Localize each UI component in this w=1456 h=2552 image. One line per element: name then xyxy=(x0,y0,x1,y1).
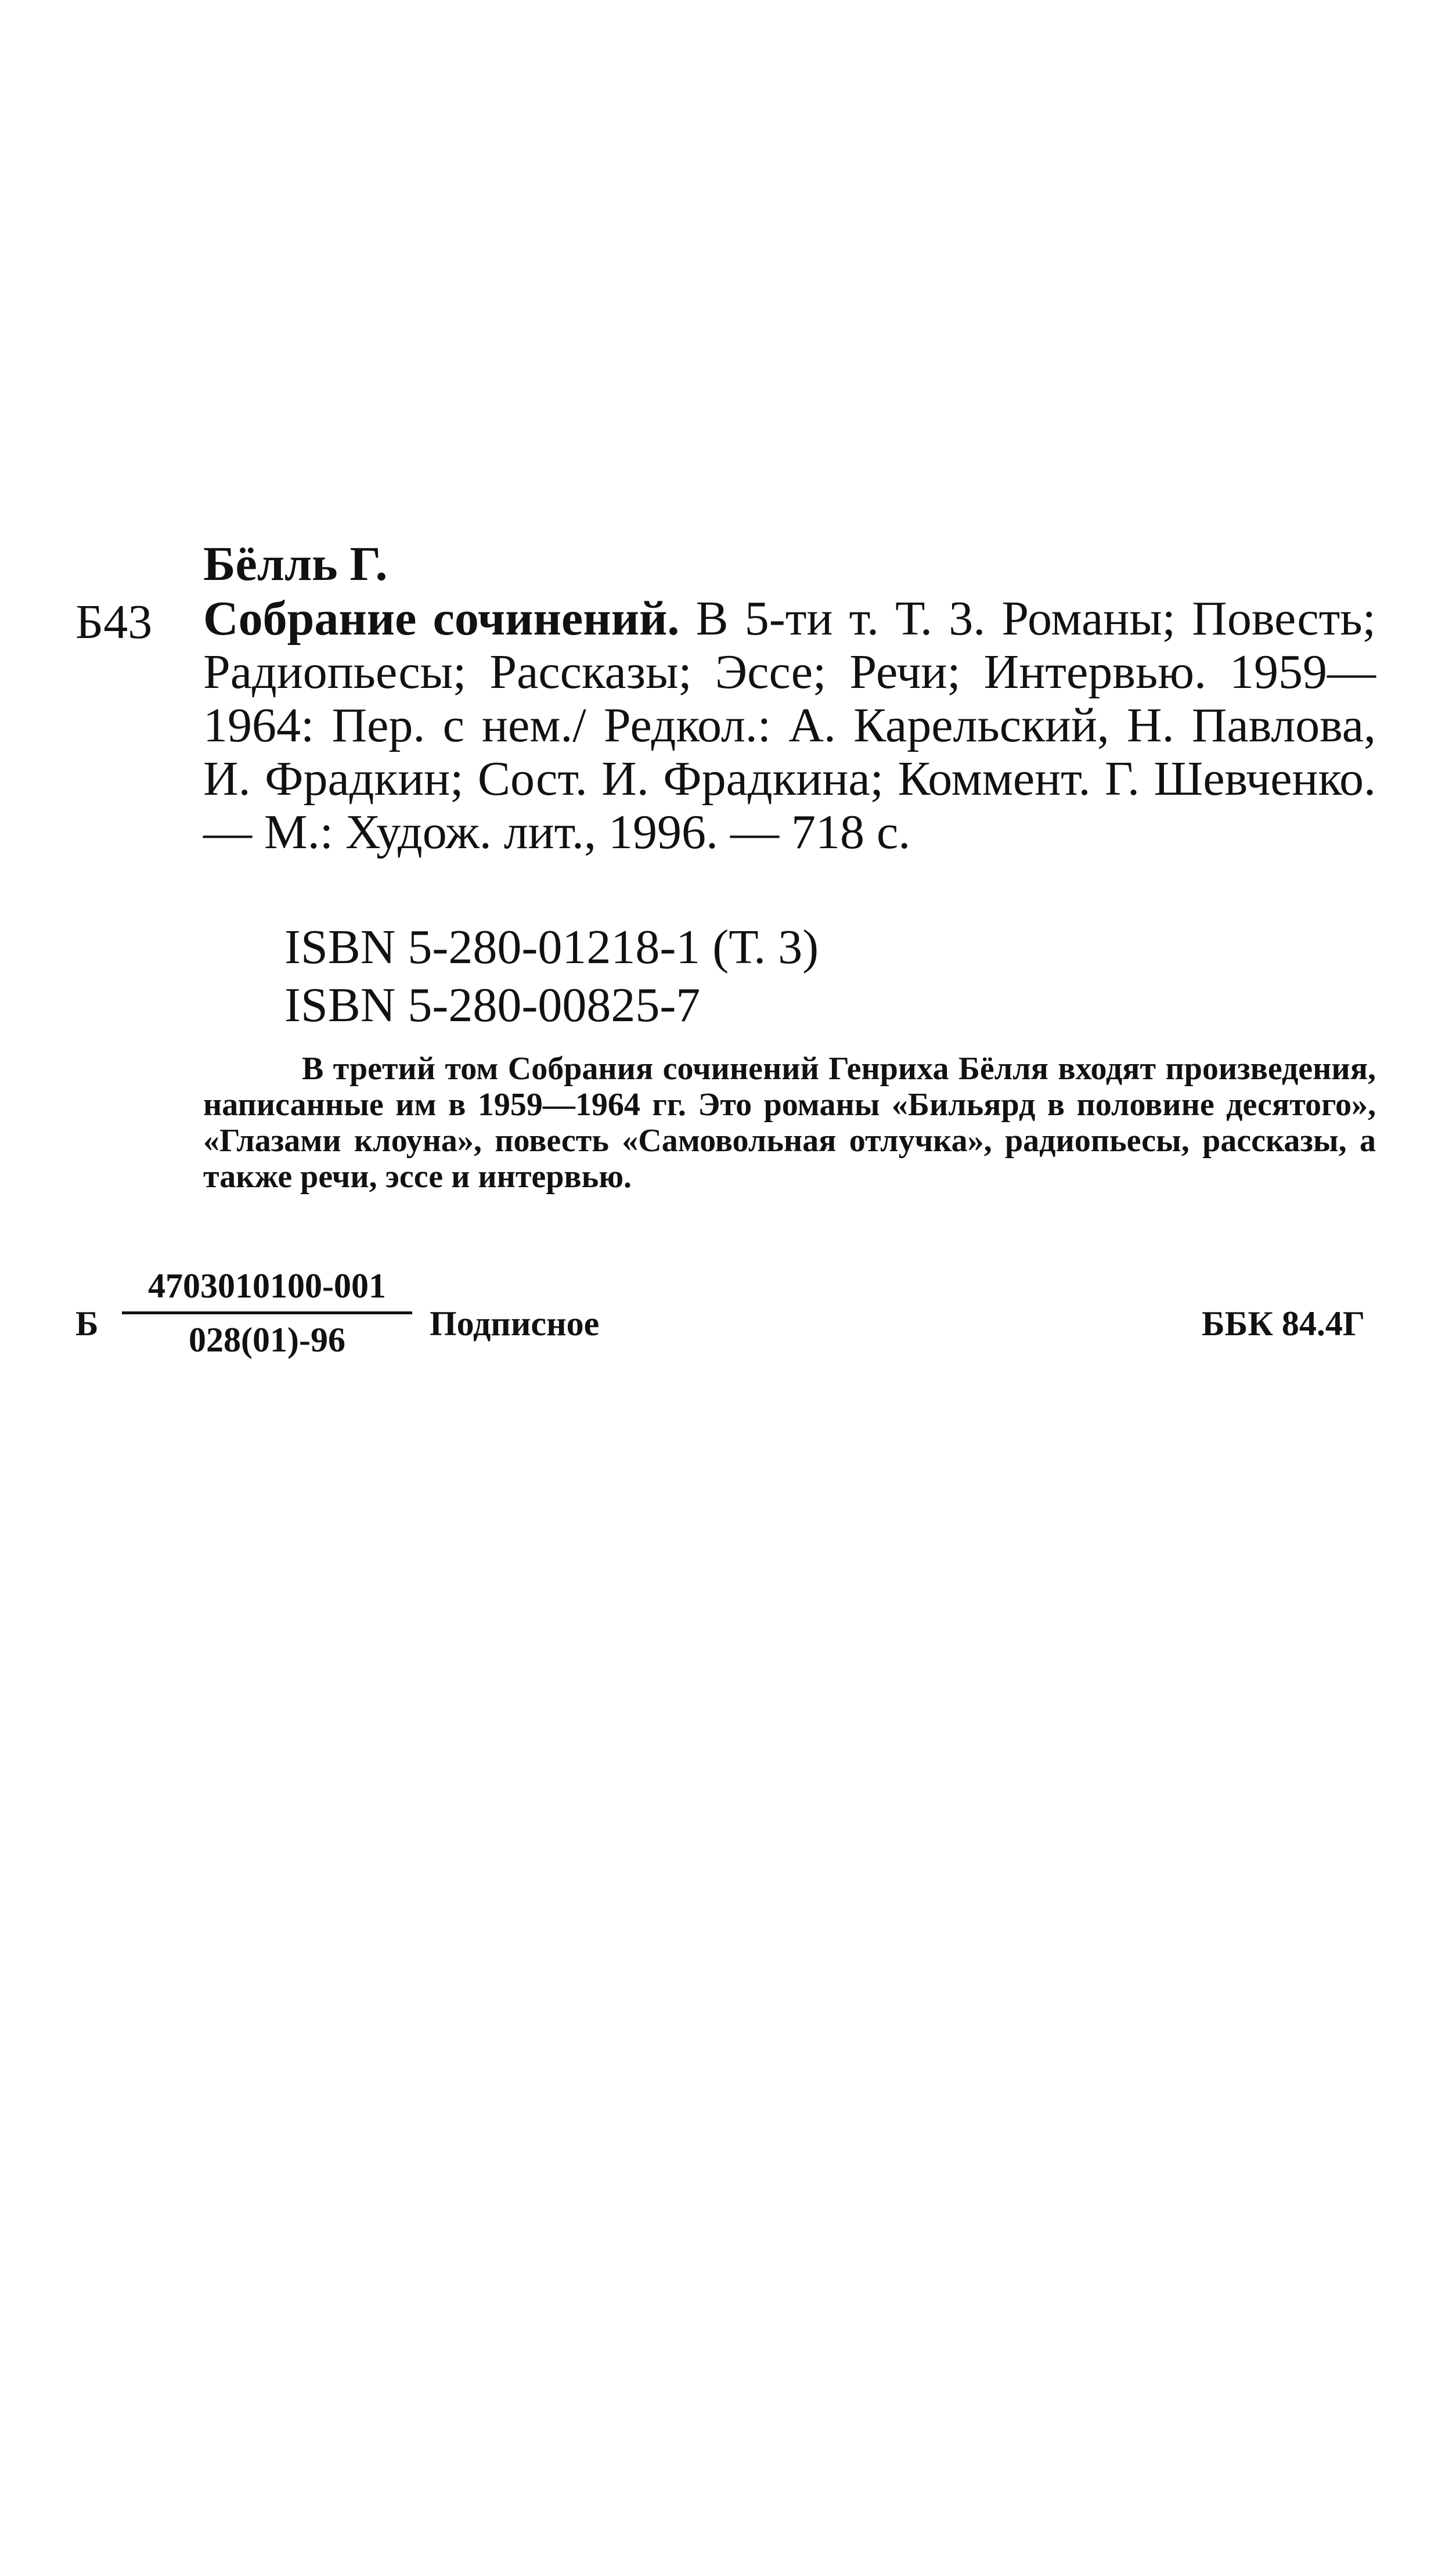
book-title: Собрание сочинений. xyxy=(203,592,680,646)
fraction-denominator: 028(01)-96 xyxy=(189,1321,345,1359)
bibliographic-description xyxy=(203,592,1376,859)
index-fraction xyxy=(122,1268,412,1357)
library-code: Б43 xyxy=(75,595,153,649)
isbn-volume: ISBN 5-280-01218-1 (Т. 3) xyxy=(284,920,819,974)
description-text: В 5-ти т. Т. 3. Романы; Повесть; Радиопьесы; Рассказы; Эссе; Речи; Интервью. 1959—1964: Пер. с нем./ Редкол.: А. Карельский, Н. Павлова, И. Фрадкин; Сост. И. Фрадкина; Коммент. Г. Шевченко. — М.: Худож. лит., 1996. — 718 с. xyxy=(203,592,1376,859)
author-name: Бёлль Г. xyxy=(203,537,388,591)
annotation-paragraph: В третий том Собрания сочинений Генриха Бёлля входят произведения, написанные им в 1959—1964 гг. Это романы «Бильярд в половине десятого», «Глазами клоуна», повесть «Самовольная отлучка», радиопьесы, рассказы, а также речи, эссе и интервью. xyxy=(203,1051,1376,1195)
index-letter: Б xyxy=(75,1304,99,1343)
subscription-label: Подписное xyxy=(430,1304,600,1343)
isbn-set: ISBN 5-280-00825-7 xyxy=(284,978,701,1032)
fraction-numerator: 4703010100-001 xyxy=(122,1268,412,1314)
bbk-code: ББК 84.4Г xyxy=(1202,1304,1365,1343)
